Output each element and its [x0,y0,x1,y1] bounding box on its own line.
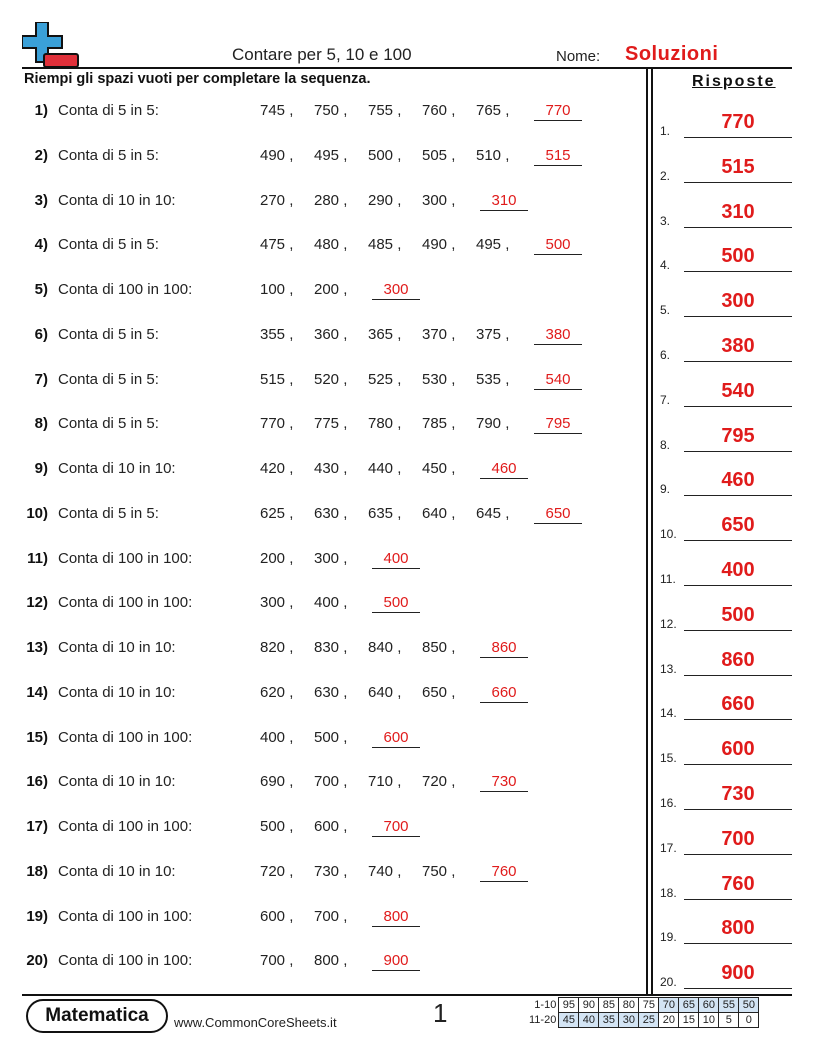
score-cell: 20 [659,1013,679,1028]
sequence-number: 630 , [314,683,348,701]
header-rule [22,67,792,69]
answer-key-line [684,361,792,362]
answer-key-line [684,854,792,855]
sequence-number: 730 , [314,862,348,880]
sequence-number: 850 , [422,639,456,656]
sequence-number: 745 , [260,102,294,119]
question-text: Conta di 5 in 5: [58,102,159,119]
question-number: 7) [34,370,48,388]
sequence-number: 765 , [476,102,510,119]
sequence-number: 780 , [368,415,402,433]
answer-key-line [684,540,792,541]
answer-key-value[interactable]: 770 [721,111,755,133]
answer-key-row [660,330,794,364]
question-number: 17) [26,818,48,835]
question-text: Conta di 5 in 5: [58,236,159,254]
question-text: Conta di 5 in 5: [58,415,159,433]
score-cell: 50 [739,998,759,1013]
answer-key-row [660,778,794,812]
sequence-number: 515 , [260,370,294,388]
sequence-number: 300 , [422,191,456,209]
answer-key-number: 8. [660,437,671,452]
sequence [260,863,476,880]
question-text: Conta di 5 in 5: [58,325,159,343]
answer-key-number: 7. [660,392,671,407]
answer-key-value[interactable]: 600 [721,738,755,761]
answer-key-number: 16. [660,796,677,810]
question-number: 3) [34,191,48,209]
answer-key-number: 14. [660,706,677,721]
footer-rule [22,994,792,996]
score-cell: 90 [579,998,599,1013]
answer-key-value[interactable]: 700 [721,827,755,850]
score-cell: 95 [559,998,579,1013]
answer-key-value[interactable]: 540 [721,379,755,402]
name-label: Nome: [556,48,601,65]
sequence [260,192,476,209]
sequence-number: 440 , [368,460,402,477]
answer-key-value[interactable]: 900 [721,962,755,985]
sequence-number: 640 , [422,504,456,522]
answer-key-value[interactable]: 300 [721,290,755,313]
question-text: Conta di 100 in 100: [58,594,193,612]
answer-key-number: 1. [660,124,671,138]
answer-key-line [684,271,792,272]
answer-key-number: 13. [660,661,677,676]
answer-key-line [684,495,792,496]
sequence-number: 495 , [476,236,510,254]
answer-key-row [660,285,794,319]
score-cell: 35 [599,1013,619,1028]
answer-key-number: 12. [660,616,677,631]
answer-blank[interactable]: 515 [534,147,582,166]
sequence-number: 630 , [314,504,348,522]
sequence [260,102,530,119]
score-cell: 0 [739,1013,759,1028]
sequence-number: 525 , [368,370,402,388]
answer-key-row [660,823,794,857]
sequence-number: 720 , [422,773,456,791]
answer-key-line [684,406,792,407]
answer-key-value[interactable]: 500 [721,245,755,268]
sequence [260,371,530,388]
answer-key-line [684,675,792,676]
sequence-number: 420 , [260,460,294,477]
plus-minus-logo-icon [22,22,80,70]
sequence-number: 750 , [314,102,348,119]
answer-key-row [660,554,794,588]
sequence-number: 100 , [260,281,294,298]
question-number: 18) [26,862,48,880]
answer-blank[interactable]: 700 [372,818,420,837]
answer-key-number: 4. [660,258,671,273]
question-row [0,684,640,714]
answer-key-line [684,943,792,944]
answer-key-row [660,733,794,767]
answer-key-line [684,316,792,317]
question-number: 11) [27,549,48,567]
sequence-number: 785 , [422,415,456,433]
name-value: Soluzioni [625,43,719,65]
question-text: Conta di 5 in 5: [58,370,159,388]
answer-key-line [684,227,792,228]
question-row [0,863,640,893]
sequence [260,952,368,969]
sequence-number: 790 , [476,415,510,433]
question-text: Conta di 10 in 10: [58,683,176,701]
question-row [0,773,640,803]
sequence-number: 355 , [260,325,294,343]
question-text: Conta di 100 in 100: [58,818,193,835]
sequence [260,147,530,164]
sequence-number: 635 , [368,504,402,522]
sequence-number: 450 , [422,460,456,477]
answer-blank[interactable]: 500 [534,236,582,255]
answer-key-number: 6. [660,348,671,362]
question-row [0,594,640,624]
score-row-label: 11-20 [529,1014,557,1026]
score-cell: 75 [639,998,659,1013]
answer-key-row [660,957,794,991]
answer-key-value[interactable]: 860 [721,648,755,671]
question-row [0,550,640,580]
answer-key-number: 11. [660,572,676,586]
sequence [260,415,530,432]
sequence-number: 485 , [368,236,402,254]
answer-key-number: 10. [660,527,677,542]
sequence-number: 600 , [314,818,348,835]
answer-key-number: 9. [660,482,671,497]
answer-key-row [660,912,794,946]
answer-blank[interactable]: 540 [534,371,582,390]
question-row [0,460,640,490]
sequence-number: 370 , [422,325,456,343]
question-row [0,908,640,938]
sequence-number: 520 , [314,370,348,388]
question-number: 2) [34,146,48,164]
question-text: Conta di 100 in 100: [58,907,193,925]
answer-key-row [660,688,794,722]
question-text: Conta di 5 in 5: [58,146,159,164]
question-row [0,281,640,311]
answer-key-value[interactable]: 500 [721,603,755,626]
question-text: Conta di 10 in 10: [58,862,176,880]
sequence-number: 200 , [314,281,348,298]
answer-blank[interactable]: 770 [534,102,582,121]
question-number: 10) [26,504,48,522]
sequence-number: 750 , [422,862,456,880]
sequence-number: 775 , [314,415,348,433]
answer-blank[interactable]: 900 [372,952,420,971]
sequence-number: 700 , [260,952,294,970]
sequence [260,460,476,477]
answer-key-row [660,196,794,230]
answer-key-line [684,182,792,183]
sequence-number: 820 , [260,639,294,656]
question-row [0,729,640,759]
answer-key-row [660,106,794,140]
question-text: Conta di 100 in 100: [58,728,193,746]
answer-key-row [660,464,794,498]
sequence-number: 700 , [314,907,348,925]
score-cell: 45 [559,1013,579,1028]
question-row [0,415,640,445]
sequence-number: 640 , [368,683,402,701]
answer-key-value[interactable]: 460 [721,469,755,492]
answer-key-number: 17. [660,840,677,855]
question-number: 4) [34,236,48,254]
question-row [0,371,640,401]
sequence [260,281,368,298]
sequence-number: 620 , [260,683,294,701]
sequence-number: 375 , [476,325,510,343]
sequence-number: 690 , [260,773,294,791]
answer-key-number: 18. [660,885,677,900]
question-number: 13) [26,639,48,656]
sequence-number: 500 , [368,146,402,164]
question-number: 15) [26,728,48,746]
sequence-number: 830 , [314,639,348,656]
sequence-number: 700 , [314,773,348,791]
answer-blank[interactable]: 650 [534,505,582,524]
answer-blank[interactable]: 600 [372,729,420,748]
answer-blank[interactable]: 400 [372,550,420,569]
answer-key-row [660,868,794,902]
sequence-number: 500 , [260,818,294,835]
score-cell: 15 [679,1013,699,1028]
sequence-number: 280 , [314,191,348,209]
question-text: Conta di 10 in 10: [58,773,176,791]
question-number: 8) [34,415,48,433]
sequence [260,908,368,925]
question-number: 12) [26,594,48,612]
question-text: Conta di 100 in 100: [58,952,193,970]
sequence-number: 490 , [260,146,294,164]
score-cell: 40 [579,1013,599,1028]
score-row [527,998,759,1013]
question-number: 19) [26,907,48,925]
answer-key-value[interactable]: 650 [721,514,755,537]
sequence-number: 430 , [314,460,348,477]
sequence-number: 500 , [314,728,348,746]
score-cell: 5 [719,1013,739,1028]
sequence [260,639,476,656]
sequence-number: 200 , [260,549,294,567]
sequence-number: 400 , [314,594,348,612]
question-number: 16) [26,773,48,791]
answer-key-line [684,451,792,452]
sequence-number: 645 , [476,504,510,522]
question-row [0,639,640,669]
question-number: 1) [34,102,48,119]
answer-key-number: 20. [660,975,677,990]
question-text: Conta di 100 in 100: [58,281,193,298]
score-cell: 30 [619,1013,639,1028]
score-cell: 80 [619,998,639,1013]
answer-key-line [684,899,792,900]
answer-key-line [684,764,792,765]
answer-key-value[interactable]: 730 [721,783,755,805]
answer-key-value[interactable]: 310 [721,200,755,223]
answer-key-value[interactable]: 760 [721,872,755,895]
answer-key-number: 3. [660,213,671,228]
sequence-number: 710 , [368,773,402,791]
sequence-number: 535 , [476,370,510,388]
question-row [0,102,640,132]
question-number: 9) [34,460,48,477]
answer-blank[interactable]: 310 [480,192,528,211]
answer-blank[interactable]: 795 [534,415,582,434]
page-number: 1 [433,998,448,1028]
score-table [527,997,759,1028]
sequence-number: 760 , [422,102,456,119]
column-divider-inner [651,68,653,995]
answer-blank[interactable]: 460 [480,460,528,479]
column-divider [646,68,648,995]
answer-blank[interactable]: 800 [372,908,420,927]
question-row [0,326,640,356]
answer-key-row [660,420,794,454]
question-row [0,505,640,535]
sequence-number: 770 , [260,415,294,433]
answer-key-row [660,509,794,543]
answer-key-line [684,719,792,720]
sequence [260,550,368,567]
sequence-number: 400 , [260,728,294,746]
question-text: Conta di 5 in 5: [58,504,159,522]
score-cell: 65 [679,998,699,1013]
answer-key-line [684,988,792,989]
score-row [527,1013,759,1028]
sequence-number: 755 , [368,102,402,119]
answer-key-number: 2. [660,168,671,183]
answer-key-row [660,151,794,185]
sequence-number: 600 , [260,907,294,925]
answer-key-row [660,240,794,274]
answer-blank[interactable]: 380 [534,326,582,345]
sequence-number: 800 , [314,952,348,970]
sequence [260,684,476,701]
sequence-number: 490 , [422,236,456,254]
sequence-number: 740 , [368,862,402,880]
answer-key-row [660,599,794,633]
score-cell: 25 [639,1013,659,1028]
sequence-number: 510 , [476,146,510,164]
answer-blank[interactable]: 860 [480,639,528,658]
answer-blank[interactable]: 760 [480,863,528,882]
answer-blank[interactable]: 730 [480,773,528,792]
question-row [0,236,640,266]
answer-key-line [684,630,792,631]
question-text: Conta di 10 in 10: [58,639,176,656]
question-row [0,147,640,177]
sequence [260,505,530,522]
answer-key-value[interactable]: 400 [721,559,755,581]
sequence-number: 530 , [422,370,456,388]
score-cell: 60 [699,998,719,1013]
question-row [0,192,640,222]
instructions: Riempi gli spazi vuoti per completare la sequenza. [24,71,371,87]
sequence [260,236,530,253]
sequence-number: 625 , [260,504,294,522]
sequence-number: 495 , [314,146,348,164]
sequence [260,326,530,343]
answer-key-line [684,809,792,810]
question-number: 6) [34,325,48,343]
answer-key-number: 15. [660,751,677,766]
score-cell: 55 [719,998,739,1013]
site-url: www.CommonCoreSheets.it [174,1015,337,1030]
sequence-number: 475 , [260,236,294,254]
sequence-number: 840 , [368,639,402,656]
sequence-number: 505 , [422,146,456,164]
sequence-number: 480 , [314,236,348,254]
score-cell: 10 [699,1013,719,1028]
worksheet-title: Contare per 5, 10 e 100 [232,45,412,64]
score-row-label: 1-10 [534,999,557,1011]
sequence-number: 300 , [314,549,348,567]
sequence-number: 290 , [368,191,402,209]
sequence [260,594,368,611]
question-text: Conta di 100 in 100: [58,549,193,567]
question-number: 14) [26,683,48,701]
answer-key-number: 5. [660,303,671,318]
answer-blank[interactable]: 500 [372,594,420,613]
answer-key-number: 19. [660,930,677,945]
sequence-number: 270 , [260,191,294,209]
brand-badge: Matematica [26,999,168,1033]
sequence [260,818,368,835]
sequence-number: 365 , [368,325,402,343]
question-row [0,818,640,848]
answer-key-value[interactable]: 515 [721,155,755,178]
sequence-number: 650 , [422,683,456,701]
question-number: 5) [34,281,48,298]
answer-key-value[interactable]: 800 [721,917,755,940]
answer-blank[interactable]: 660 [480,684,528,703]
question-row [0,952,640,982]
answer-key-row [660,644,794,678]
answer-key-line [684,137,792,138]
sequence [260,773,476,790]
question-text: Conta di 10 in 10: [58,191,176,209]
answer-blank[interactable]: 300 [372,281,420,300]
question-number: 20) [26,952,48,970]
score-cell: 85 [599,998,619,1013]
answers-title: Risposte [692,73,776,90]
sequence-number: 300 , [260,594,294,612]
answer-key-row [660,375,794,409]
answer-key-value[interactable]: 380 [721,335,755,357]
sequence-number: 720 , [260,862,294,880]
sequence [260,729,368,746]
score-cell: 70 [659,998,679,1013]
answer-key-value[interactable]: 660 [721,693,755,716]
question-text: Conta di 10 in 10: [58,460,176,477]
answer-key-line [684,585,792,586]
sequence-number: 360 , [314,325,348,343]
answer-key-value[interactable]: 795 [721,424,755,447]
